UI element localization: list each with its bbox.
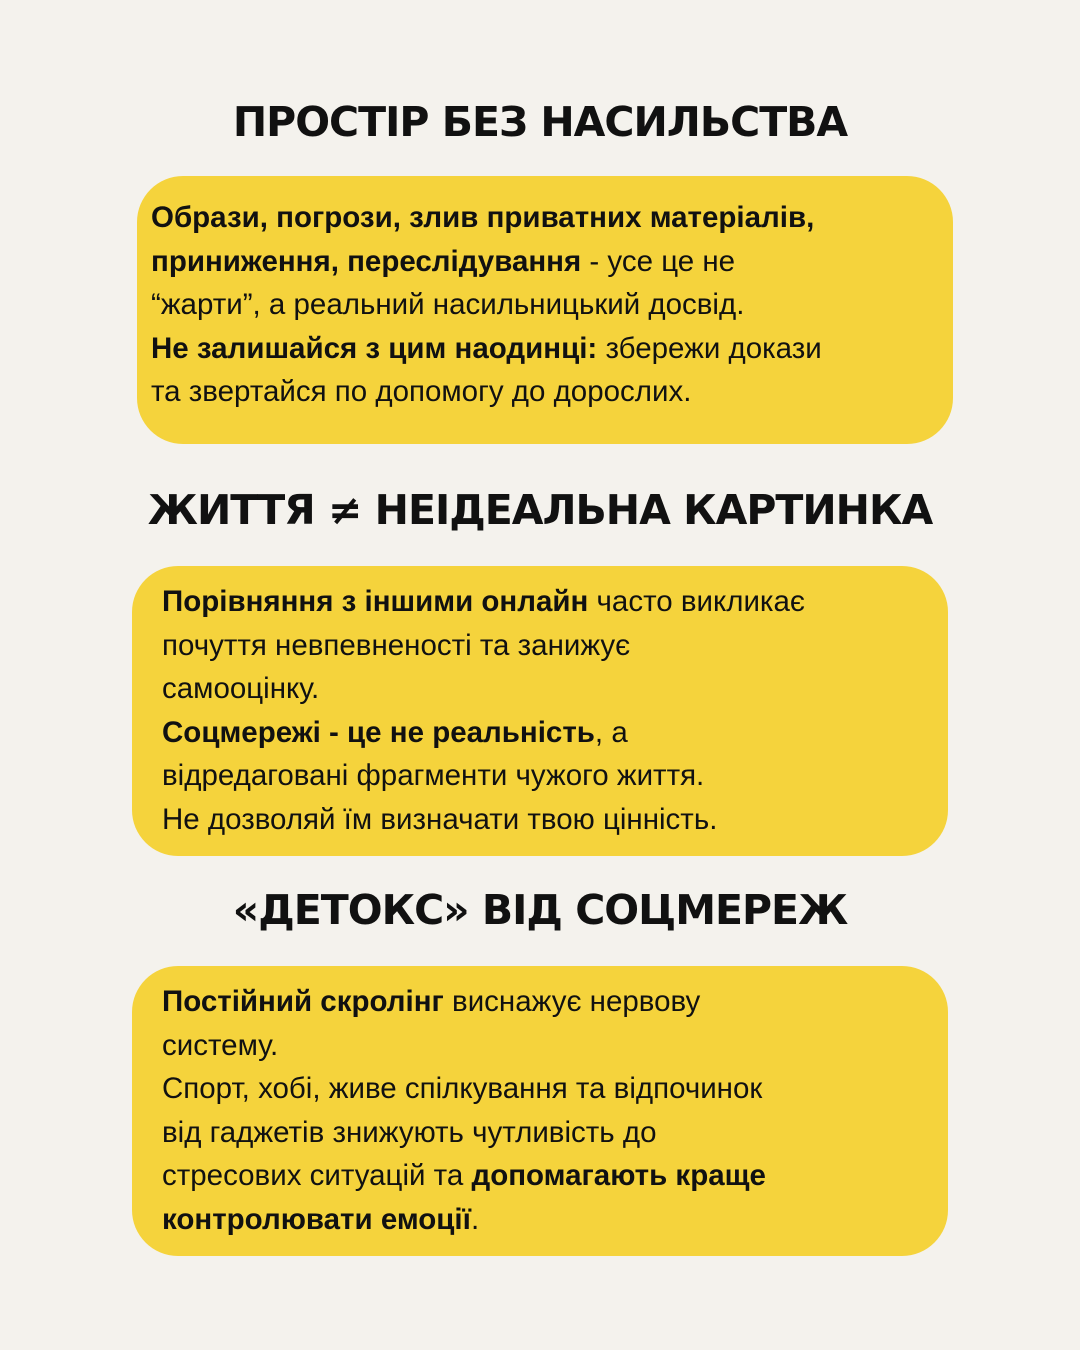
card-line: контролювати емоції. [162, 1202, 480, 1236]
card-line: систему. [162, 1028, 279, 1062]
info-card-violence-free [137, 176, 953, 444]
card-line: “жарти”, а реальний насильницький досвід. [151, 288, 745, 321]
card-line: самооцінку. [162, 672, 320, 705]
section-heading-social-detox: «ДЕТОКС» ВІД СОЦМЕРЕЖ [232, 886, 848, 934]
card-line: Не залишайся з цим наодинці: збережи докази [151, 331, 822, 365]
info-card-social-detox [132, 966, 948, 1256]
section-heading-violence-free: ПРОСТІР БЕЗ НАСИЛЬСТВА [232, 98, 848, 146]
card-line: стресових ситуацій та допомагають краще [162, 1159, 766, 1192]
info-card-life-not-ideal [132, 566, 948, 856]
card-line: Образи, погрози, злив приватних матеріалів, [151, 201, 815, 234]
card-line: Не дозволяй їм визначати твою цінність. [162, 802, 718, 836]
card-line: Спорт, хобі, живе спілкування та відпочинок [162, 1072, 763, 1105]
card-line: від гаджетів знижують чутливість до [162, 1115, 657, 1149]
card-line: відредаговані фрагменти чужого життя. [162, 759, 705, 792]
card-line: почуття невпевненості та занижує [162, 628, 631, 662]
card-line: Постійний скролінг виснажує нервову [162, 985, 701, 1018]
section-heading-life-not-ideal: ЖИТТЯ ≠ НЕІДЕАЛЬНА КАРТИНКА [147, 486, 933, 534]
card-line: Соцмережі - це не реальність, а [162, 715, 628, 749]
card-line: приниження, переслідування - усе це не [151, 244, 736, 278]
card-line: та звертайся по допомогу до дорослих. [151, 375, 692, 408]
card-line: Порівняння з іншими онлайн часто викликає [162, 585, 805, 618]
